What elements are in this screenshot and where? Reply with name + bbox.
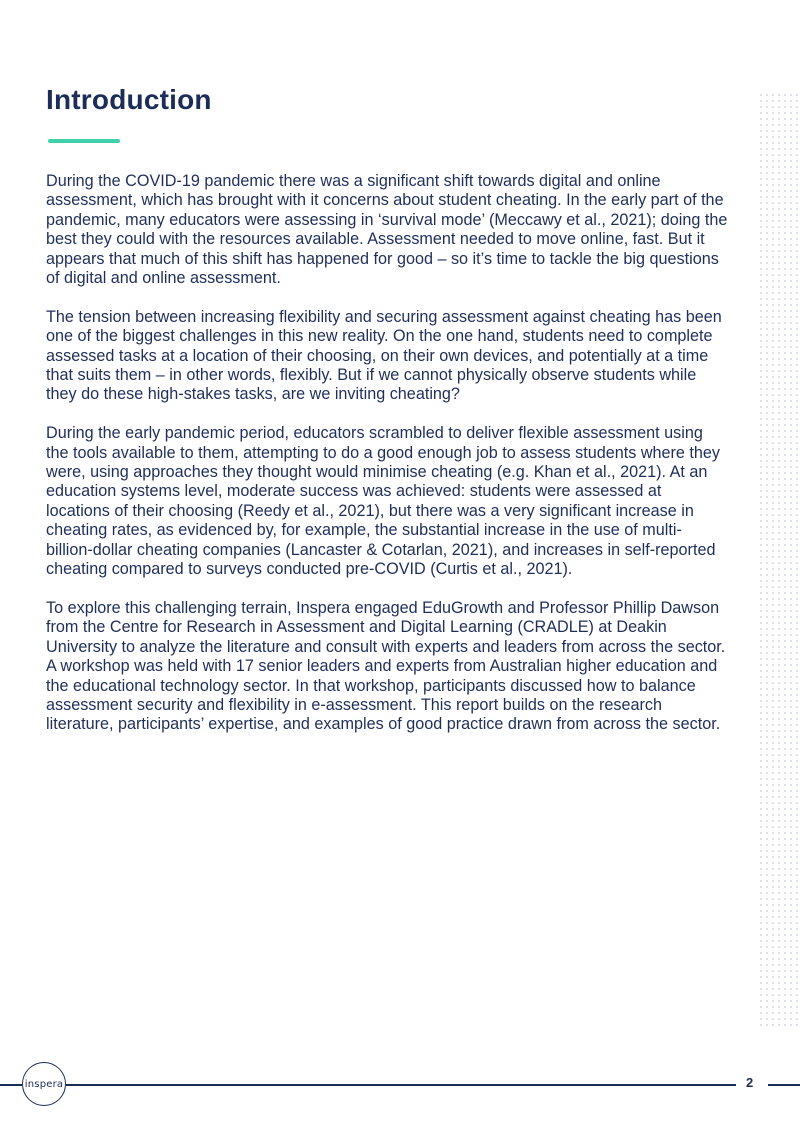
title-accent-bar bbox=[48, 139, 120, 143]
paragraph: During the COVID-19 pandemic there was a significant shift towards digital and online assessment, which has brought with it concerns about student cheating. In the early part of the pandemic, many educators were assessing in ‘survival mode’ (Meccawy et al., 2021); doing the best they could with the resources available. Assessment needed to move online, fast. But it appears that much of this shift has happened for good – so it’s time to tackle the big questions of digital and online assessment. bbox=[46, 172, 728, 288]
paragraph: During the early pandemic period, educators scrambled to deliver flexible assessment using the tools available to them, attempting to do a good enough job to assess students where they were, using approaches they thought would minimise cheating (e.g. Khan et al., 2021). At an education systems level, moderate success was achieved: students were assessed at locations of their choosing (Reedy et al., 2021), but there was a very significant increase in cheating rates, as evidenced by, for example, the substantial increase in the use of multi-billion-dollar cheating companies (Lancaster & Cotarlan, 2021), and increases in self-reported cheating compared to surveys conducted pre-COVID (Curtis et al., 2021). bbox=[46, 424, 721, 579]
page-number: 2 bbox=[746, 1075, 754, 1090]
footer-rule-right bbox=[768, 1084, 800, 1086]
footer-rule-left bbox=[0, 1084, 22, 1086]
logo-text: inspera bbox=[24, 1078, 64, 1090]
page-title: Introduction bbox=[46, 84, 212, 115]
body-text bbox=[46, 172, 728, 754]
paragraph: The tension between increasing flexibility and securing assessment against cheating has been one of the biggest challenges in this new reality. On the one hand, students need to complete assessed tasks at a location of their choosing, on their own devices, and potentially at a time that suits them – in other words, flexibly. But if we cannot physically observe students while they do these high-stakes tasks, are we inviting cheating? bbox=[46, 307, 722, 404]
footer-rule bbox=[66, 1084, 736, 1086]
dot-pattern-decoration bbox=[758, 92, 800, 1030]
paragraph: To explore this challenging terrain, Inspera engaged EduGrowth and Professor Phillip Dawson from the Centre for Research in Assessment and Digital Learning (CRADLE) at Deakin University to analyze the literature and consult with experts and leaders from across the sector. A workshop was held with 17 senior leaders and experts from Australian higher education and the educational technology sector. In that workshop, participants discussed how to balance assessment security and flexibility in e-assessment. This report builds on the research literature, participants’ expertise, and examples of good practice drawn from across the sector. bbox=[46, 598, 726, 734]
inspera-logo bbox=[22, 1062, 66, 1106]
